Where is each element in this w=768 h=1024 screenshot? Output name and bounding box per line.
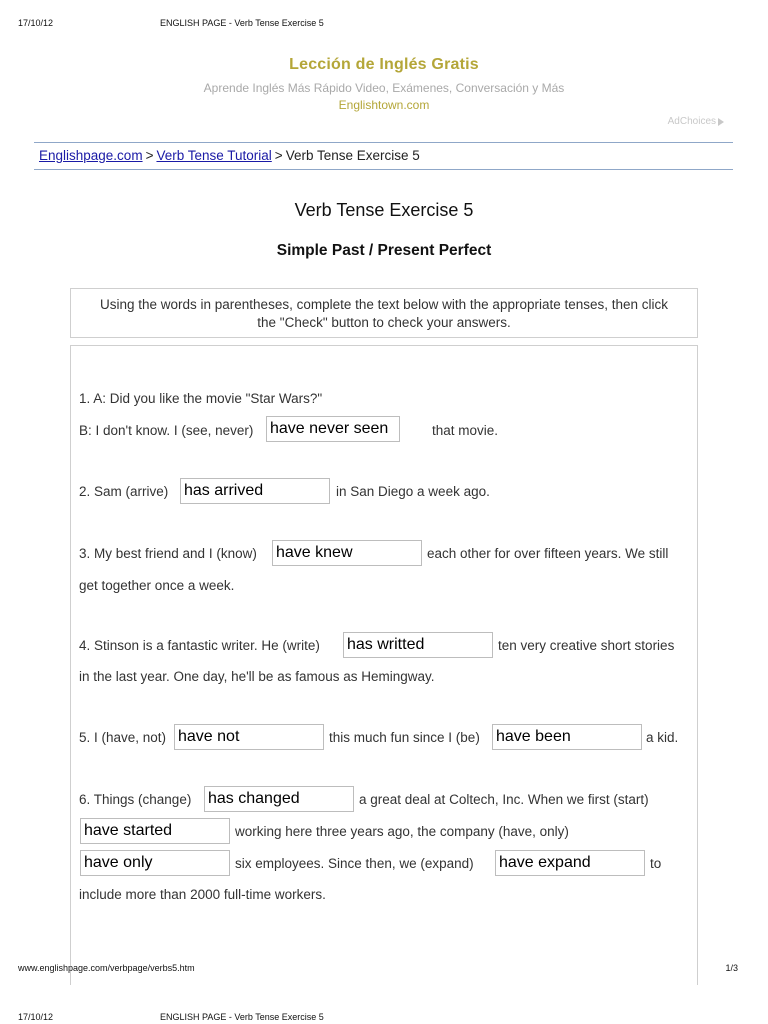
q1-text-after: that movie.: [432, 423, 499, 438]
print-date: 17/10/12: [18, 1012, 54, 1022]
breadcrumb-current: Verb Tense Exercise 5: [285, 148, 420, 163]
q2-answer-input[interactable]: [180, 478, 330, 504]
breadcrumb-separator: >: [274, 148, 283, 163]
print-date: 17/10/12: [18, 18, 54, 28]
q6-text-middle-1: a great deal at Coltech, Inc. When we first (start): [359, 792, 649, 807]
q1-text-before: B: I don't know. I (see, never): [79, 423, 254, 438]
q1-answer-input[interactable]: [266, 416, 400, 442]
instructions-line-1: Using the words in parentheses, complete the text below with the appropriate tenses, then click: [99, 297, 669, 312]
q6-answer-input-1[interactable]: [204, 786, 354, 812]
breadcrumb: [34, 142, 733, 170]
q3-text-line-2: get together once a week.: [79, 578, 235, 593]
print-title: ENGLISH PAGE - Verb Tense Exercise 5: [160, 18, 324, 28]
q6-text-middle-3: six employees. Since then, we (expand): [235, 856, 474, 871]
q2-text-after: in San Diego a week ago.: [336, 484, 490, 499]
q6-text-after: to: [650, 856, 662, 871]
q3-text-after: each other for over fifteen years. We still: [427, 546, 669, 561]
print-header: [0, 18, 768, 30]
ad-banner: [0, 56, 768, 112]
adchoices-button[interactable]: [668, 116, 724, 127]
q2-text-before: 2. Sam (arrive): [79, 484, 169, 499]
breadcrumb-tutorial-link[interactable]: Verb Tense Tutorial: [156, 148, 272, 163]
breadcrumb-separator: >: [145, 148, 154, 163]
q5-text-middle: this much fun since I (be): [329, 730, 480, 745]
instructions-line-2: the "Check" button to check your answers.: [257, 315, 511, 330]
q6-text-middle-2: working here three years ago, the company (have, only): [235, 824, 569, 839]
instructions-box: [70, 288, 698, 338]
q4-text-after: ten very creative short stories: [498, 638, 675, 653]
print-title: ENGLISH PAGE - Verb Tense Exercise 5: [160, 1012, 324, 1022]
q5-text-before: 5. I (have, not): [79, 730, 167, 745]
q5-answer-input-1[interactable]: [174, 724, 324, 750]
ad-description: Aprende Inglés Más Rápido Video, Exámenes, Conversación y Más: [203, 81, 565, 95]
page-subtitle: Simple Past / Present Perfect: [276, 242, 492, 259]
q6-answer-input-2[interactable]: [80, 818, 230, 844]
print-footer: [0, 963, 768, 1024]
adchoices-icon: [718, 118, 724, 126]
q1-prompt: 1. A: Did you like the movie "Star Wars?": [79, 391, 323, 406]
adchoices-label: AdChoices: [667, 116, 716, 127]
print-page-number: 1/3: [725, 963, 738, 973]
q4-text-before: 4. Stinson is a fantastic writer. He (write): [79, 638, 320, 653]
ad-title-link[interactable]: Lección de Inglés Gratis: [289, 56, 479, 73]
page-title: Verb Tense Exercise 5: [294, 200, 474, 220]
q6-text-before: 6. Things (change): [79, 792, 192, 807]
q3-answer-input[interactable]: [272, 540, 422, 566]
q6-answer-input-3[interactable]: [80, 850, 230, 876]
q4-answer-input[interactable]: [343, 632, 493, 658]
q3-text-before: 3. My best friend and I (know): [79, 546, 257, 561]
q6-answer-input-4[interactable]: [495, 850, 645, 876]
q6-text-end: include more than 2000 full-time workers.: [79, 887, 326, 902]
q5-answer-input-2[interactable]: [492, 724, 642, 750]
q4-text-line-2: in the last year. One day, he'll be as famous as Hemingway.: [79, 669, 435, 684]
ad-url-link[interactable]: Englishtown.com: [338, 98, 430, 112]
breadcrumb-home-link[interactable]: Englishpage.com: [39, 148, 143, 163]
print-url: www.englishpage.com/verbpage/verbs5.htm: [18, 963, 195, 973]
q5-text-after: a kid.: [646, 730, 679, 745]
